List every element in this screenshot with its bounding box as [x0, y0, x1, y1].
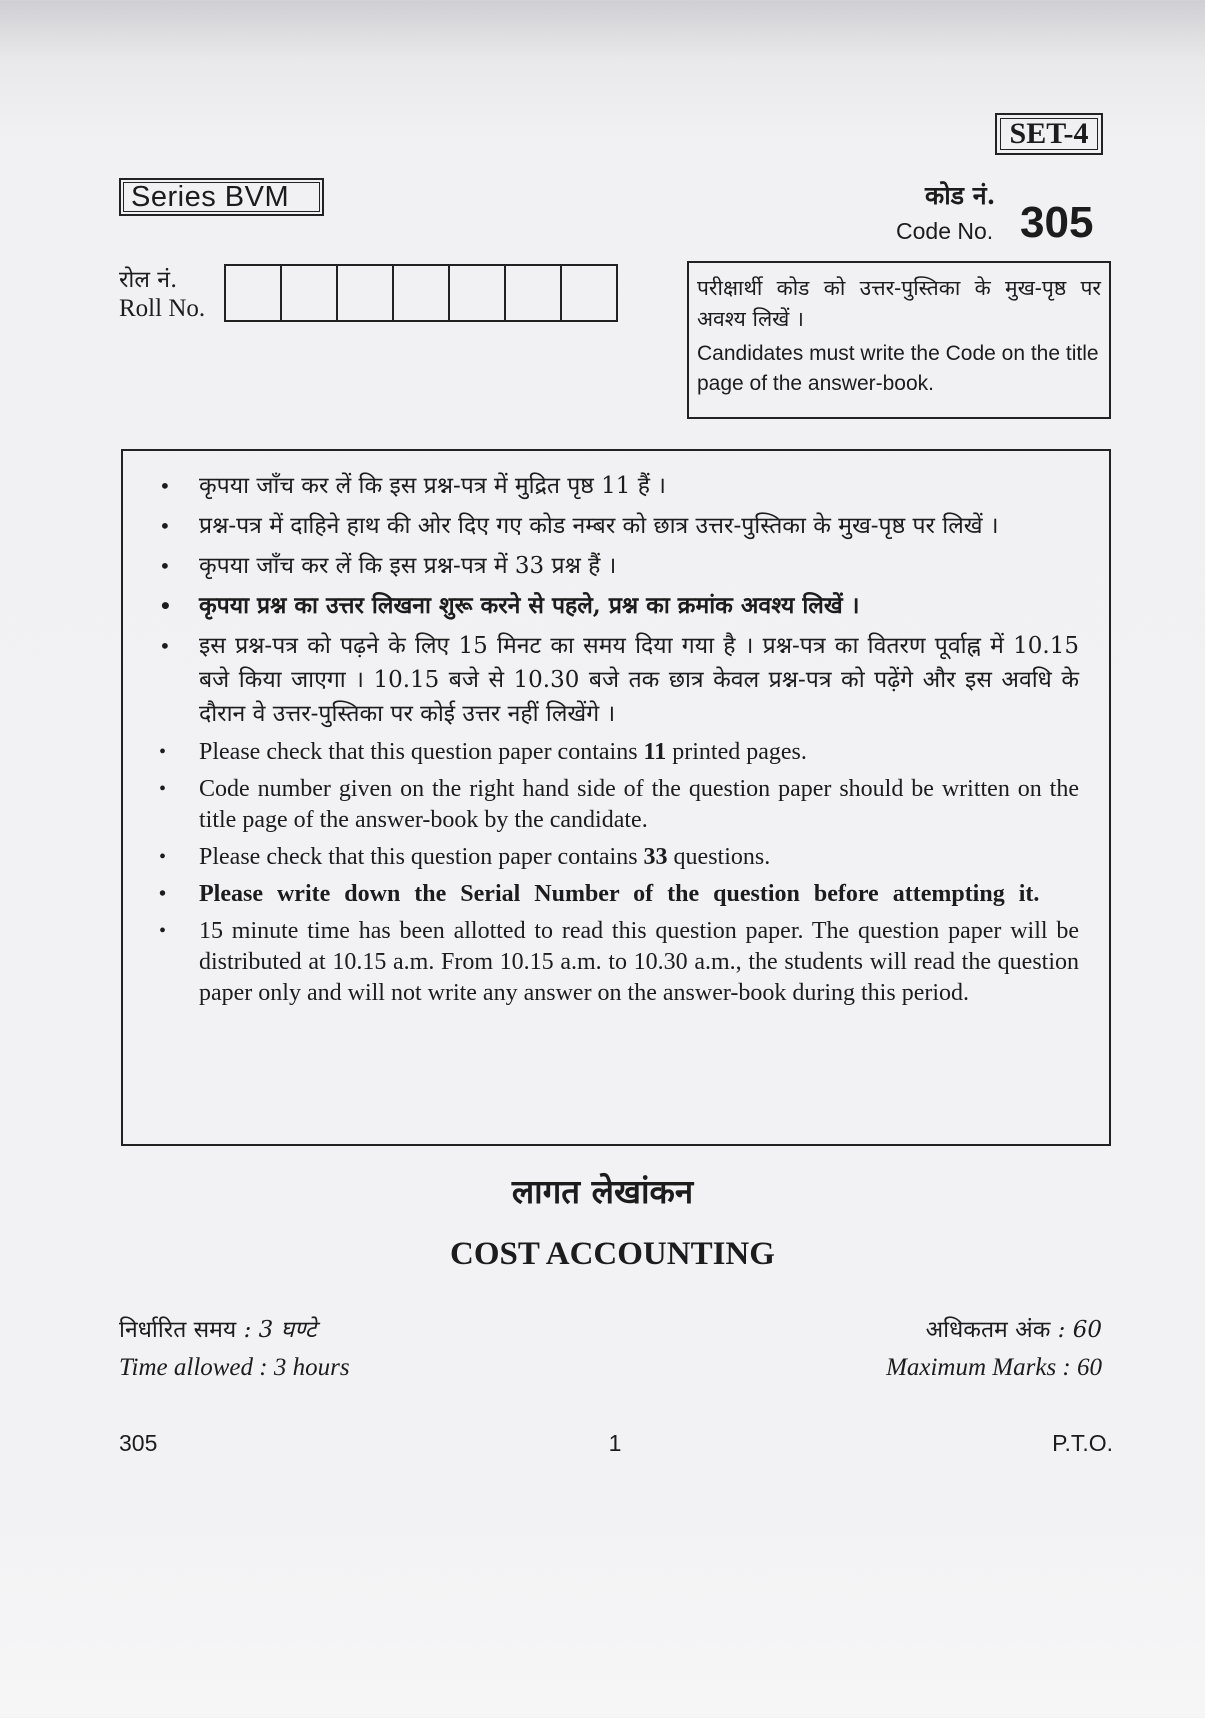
- time-allowed-hindi: [119, 1312, 316, 1344]
- roll-label-english: Roll No.: [119, 295, 206, 322]
- page-number: 1: [608, 1430, 622, 1456]
- bullet-icon: •: [159, 741, 167, 763]
- candidate-note-box: [687, 261, 1111, 419]
- instruction-english-strong: 11: [643, 739, 667, 765]
- bullet-icon: •: [159, 514, 171, 538]
- code-label-english: Code No.: [896, 218, 994, 244]
- instruction-english-pre: Please check that this question paper contains: [199, 844, 644, 870]
- instruction-english: [157, 842, 1079, 873]
- instruction-hindi: [157, 469, 1079, 503]
- roll-number-cell[interactable]: [394, 266, 450, 320]
- instruction-english-pre: 15 minute time has been allotted to read this question paper. The question paper will be distributed at 10.15 a.m. From 10.15 a.m. to 10.30 a.m., the students will read the question paper only and will not write any answer on the answer-book during this period.: [199, 918, 1079, 1006]
- instructions-list: [157, 469, 1079, 1009]
- instruction-english: [157, 774, 1079, 836]
- time-label-hindi: निर्धारित समय: [119, 1317, 237, 1343]
- instruction-english-pre: Please check that this question paper contains: [199, 739, 644, 765]
- roll-number-cell[interactable]: [226, 266, 282, 320]
- instruction-english-post: questions.: [667, 844, 771, 870]
- footer-code: 305: [119, 1430, 158, 1456]
- subject-title-english: COST ACCOUNTING: [450, 1236, 775, 1272]
- code-number: 305: [1020, 198, 1094, 247]
- bullet-icon: •: [159, 554, 171, 578]
- instruction-hindi: [157, 629, 1079, 731]
- instruction-hindi-text: कृपया जाँच कर लें कि इस प्रश्न-पत्र में मुद्रित पृष्ठ 11 हैं ।: [199, 473, 666, 499]
- instruction-english-post: printed pages.: [666, 739, 807, 765]
- roll-number-cell[interactable]: [562, 266, 616, 320]
- bullet-icon: •: [159, 474, 171, 498]
- instruction-hindi: [157, 549, 1079, 583]
- bullet-icon: •: [159, 846, 167, 868]
- set-label: SET-4: [995, 113, 1103, 155]
- candidate-note-hindi: परीक्षार्थी कोड को उत्तर-पुस्तिका के मुख-पृष्ठ पर अवश्य लिखें ।: [697, 276, 1101, 331]
- max-marks-english: Maximum Marks : 60: [886, 1354, 1102, 1381]
- marks-value-hindi: : 60: [1057, 1317, 1102, 1343]
- instruction-english: [157, 916, 1079, 1009]
- bullet-icon: •: [159, 594, 172, 618]
- instruction-english-strong: 33: [643, 844, 668, 870]
- subject-title-hindi: लागत लेखांकन: [511, 1172, 694, 1211]
- instruction-hindi: [157, 589, 1079, 623]
- instruction-english-pre: Code number given on the right hand side of the question paper should be written on the title page of the answer-book by the candidate.: [199, 776, 1079, 833]
- instruction-hindi-text: प्रश्न-पत्र में दाहिने हाथ की ओर दिए गए कोड नम्बर को छात्र उत्तर-पुस्तिका के मुख-पृष्ठ पर लिखें ।: [199, 513, 999, 539]
- bullet-icon: •: [159, 634, 171, 658]
- instruction-english: [157, 879, 1079, 910]
- instruction-english: [157, 737, 1079, 768]
- roll-number-cell[interactable]: [450, 266, 506, 320]
- instruction-english-pre: Please write down the Serial Number of the question before attempting it.: [199, 881, 1040, 907]
- time-value-hindi: : 3 घण्टे: [243, 1317, 317, 1343]
- instruction-hindi-text: कृपया प्रश्न का उत्तर लिखना शुरू करने से पहले, प्रश्न का क्रमांक अवश्य लिखें ।: [199, 592, 860, 619]
- roll-number-cell[interactable]: [506, 266, 562, 320]
- bullet-icon: •: [159, 778, 167, 800]
- bullet-icon: •: [159, 920, 167, 942]
- instruction-hindi-text: इस प्रश्न-पत्र को पढ़ने के लिए 15 मिनट का समय दिया गया है । प्रश्न-पत्र का वितरण पूर्वाह्न में 10.15 बजे किया जाएगा । 10.15 बजे से 10.30 बजे तक छात्र केवल प्रश्न-पत्र को पढ़ेंगे और इस अवधि के दौरान वे उत्तर-पुस्तिका पर कोई उत्तर नहीं लिखेंगे ।: [199, 633, 1079, 727]
- time-allowed-english: Time allowed : 3 hours: [119, 1354, 350, 1381]
- pto-label: P.T.O.: [1052, 1430, 1113, 1456]
- instructions-box: [121, 449, 1111, 1146]
- roll-number-cell[interactable]: [282, 266, 338, 320]
- series-label: Series BVM: [119, 178, 324, 216]
- roll-label-hindi: रोल नं.: [119, 267, 178, 293]
- bullet-icon: •: [159, 883, 167, 905]
- instruction-hindi-text: कृपया जाँच कर लें कि इस प्रश्न-पत्र में 33 प्रश्न हैं ।: [199, 553, 617, 579]
- roll-number-grid[interactable]: [224, 264, 618, 322]
- marks-label-hindi: अधिकतम अंक: [925, 1317, 1051, 1343]
- max-marks-hindi: [926, 1312, 1102, 1344]
- instruction-hindi: [157, 509, 1079, 543]
- roll-number-cell[interactable]: [338, 266, 394, 320]
- code-label-hindi: कोड नं.: [925, 181, 996, 210]
- candidate-note-english: Candidates must write the Code on the title page of the answer-book.: [697, 342, 1099, 395]
